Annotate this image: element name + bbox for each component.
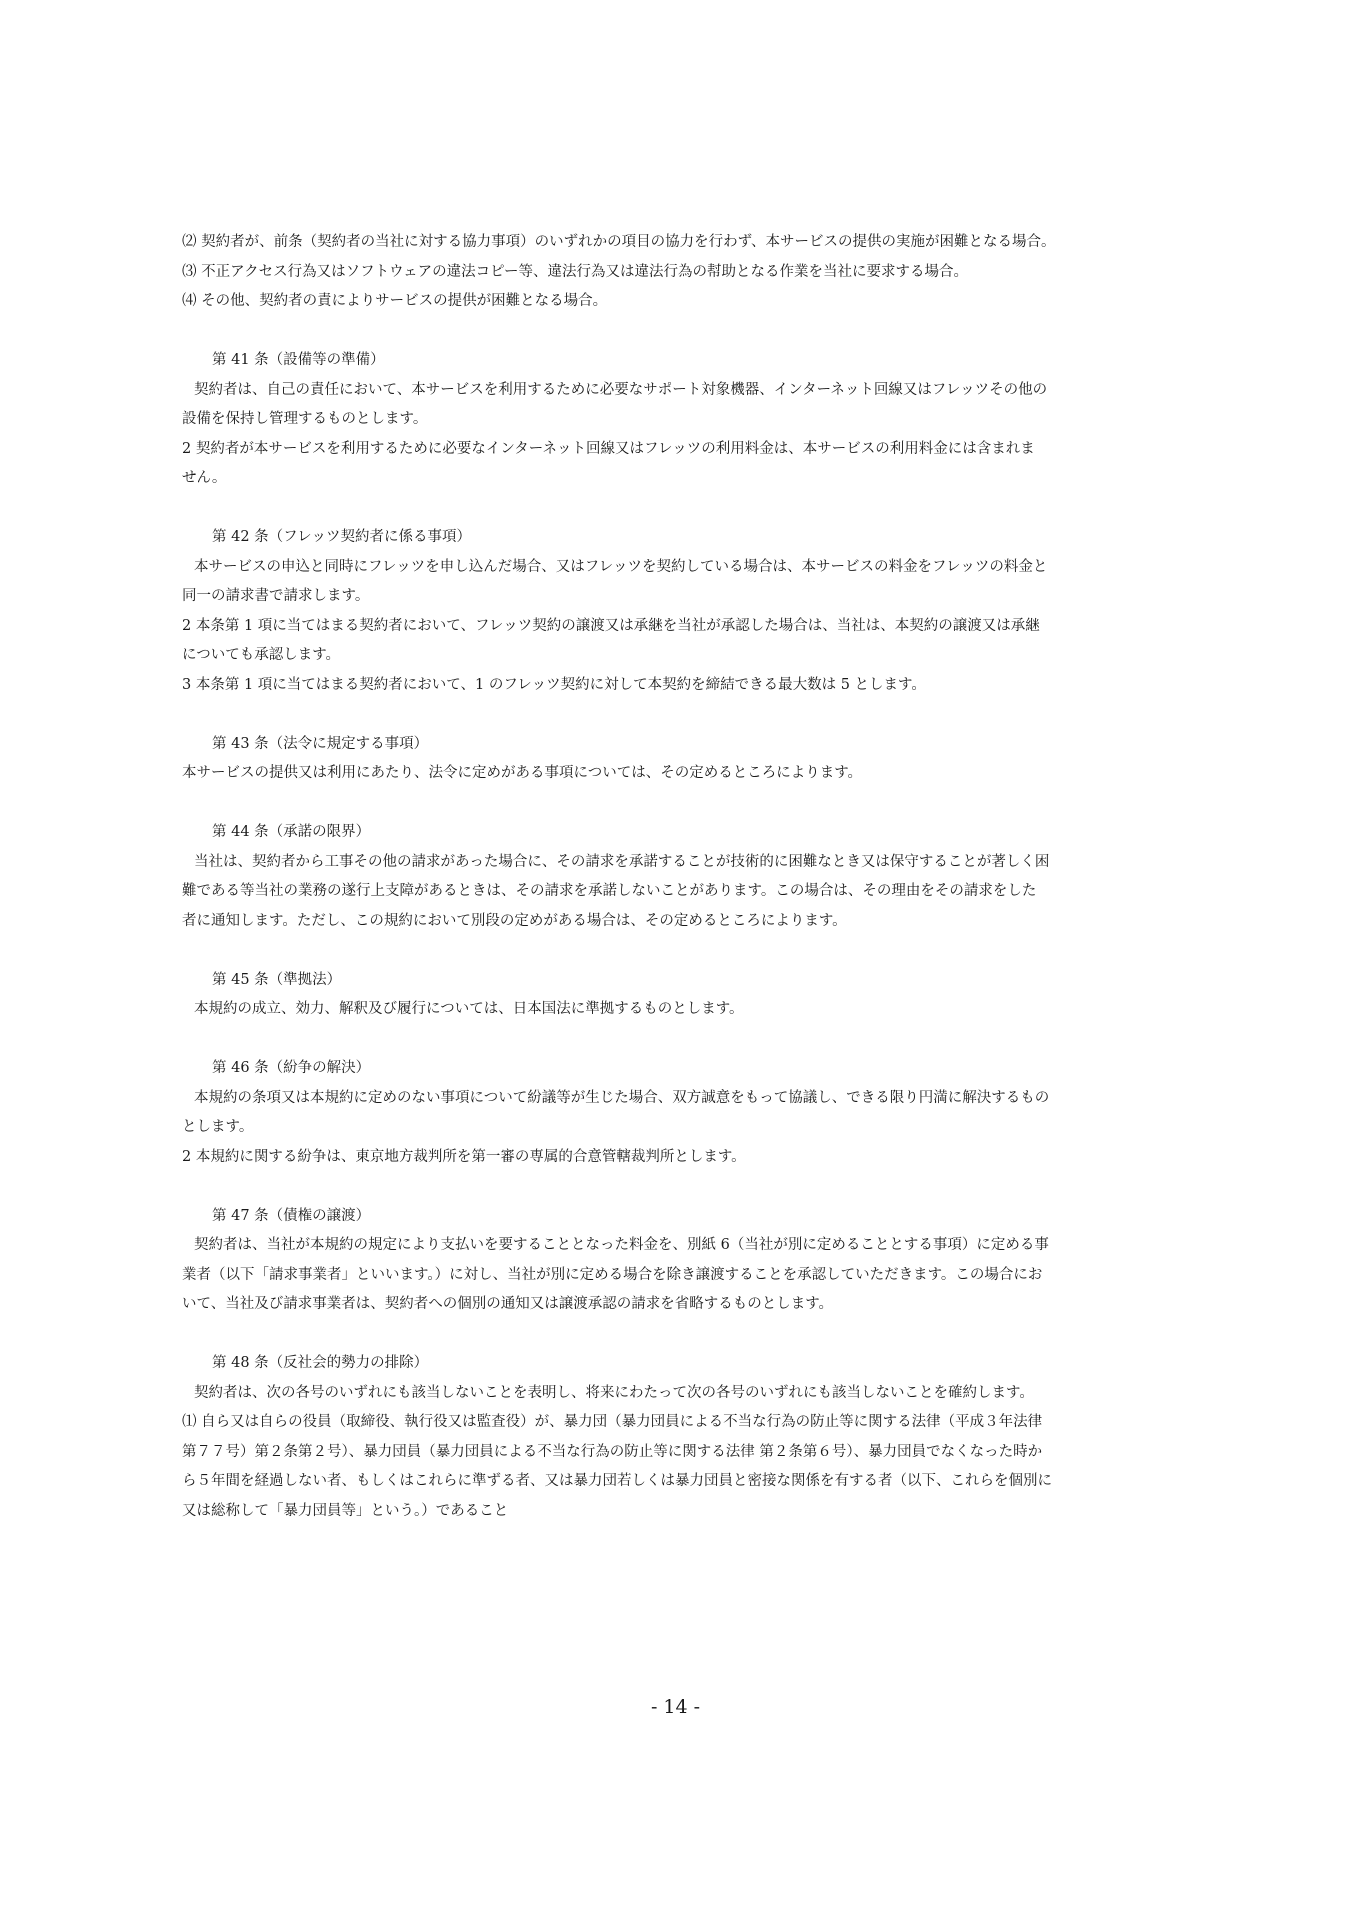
article-line: 本サービスの提供又は利用にあたり、法令に定めがある事項については、その定めるところによります。 [182, 765, 863, 781]
list-item: ⑶ 不正アクセス行為又はソフトウェアの違法コピー等、違法行為又は違法行為の幇助となる作業を当社に要求する場合。 [182, 263, 969, 280]
article-line: 当社は、契約者から工事その他の請求があった場合に、その請求を承諾することが技術的に困難なとき又は保守することが著しく困 [194, 853, 1050, 870]
article-line: 2 契約者が本サービスを利用するために必要なインターネット回線又はフレッツの利用料金は、本サービスの利用料金には含まれま [182, 440, 1035, 457]
article-line: 業者（以下「請求事業者」といいます。）に対し、当社が別に定める場合を除き譲渡することを承認していただきます。この場合にお [182, 1266, 1043, 1283]
article-43 [182, 730, 1157, 789]
article-line: 本サービスの申込と同時にフレッツを申し込んだ場合、又はフレッツを契約している場合は、本サービスの料金をフレッツの料金と [194, 558, 1048, 575]
article-heading: 第 41 条（設備等の準備） [212, 352, 385, 368]
article-line: ら５年間を経過しない者、もしくはこれらに準ずる者、又は暴力団若しくは暴力団員と密接な関係を有する者（以下、これらを個別に [182, 1473, 1052, 1489]
article-line: せん。 [182, 470, 227, 486]
article-line: とします。 [182, 1119, 254, 1135]
article-line: 又は総称して「暴力団員等」という。）であること [182, 1502, 509, 1519]
list-item: ⑷ その他、契約者の責によりサービスの提供が困難となる場合。 [182, 293, 608, 309]
article-44 [182, 818, 1157, 936]
page-number: - 14 - [650, 1696, 701, 1718]
article-47 [182, 1202, 1157, 1320]
article-42 [182, 523, 1157, 700]
article-heading: 第 46 条（紛争の解決） [212, 1060, 371, 1076]
article-line: 契約者は、当社が本規約の規定により支払いを要することとなった料金を、別紙 6（当社が別に定めることとする事項）に定める事 [194, 1237, 1049, 1253]
article-heading: 第 47 条（債権の譲渡） [212, 1207, 371, 1224]
list-item: ⑵ 契約者が、前条（契約者の当社に対する協力事項）のいずれかの項目の協力を行わず、本サービスの提供の実施が困難となる場合。 [182, 234, 1056, 250]
article-heading: 第 44 条（承諾の限界） [212, 824, 371, 840]
article-line: 2 本規約に関する紛争は、東京地方裁判所を第一審の専属的合意管轄裁判所とします。 [182, 1148, 746, 1165]
article-line: 同一の請求書で請求します。 [182, 588, 370, 604]
article-heading: 第 45 条（準拠法） [212, 971, 342, 988]
article-line: 第７７号）第２条第２号）、暴力団員（暴力団員による不当な行為の防止等に関する法律 第２条第６号）、暴力団員でなくなった時か [182, 1443, 1043, 1460]
article-line: についても承認します。 [182, 647, 341, 663]
article-45 [182, 966, 1157, 1025]
item-list-top [182, 228, 1157, 317]
article-line: 本規約の成立、効力、解釈及び履行については、日本国法に準拠するものとします。 [194, 1001, 744, 1017]
article-line: 設備を保持し管理するものとします。 [182, 411, 428, 427]
article-line: 2 本条第 1 項に当てはまる契約者において、フレッツ契約の譲渡又は承継を当社が承認した場合は、当社は、本契約の譲渡又は承継 [182, 617, 1040, 634]
article-line: ⑴ 自ら又は自らの役員（取締役、執行役又は監査役）が、暴力団（暴力団員による不当な行為の防止等に関する法律（平成３年法律 [182, 1414, 1043, 1430]
article-heading: 第 42 条（フレッツ契約者に係る事項） [212, 529, 471, 545]
article-line: 本規約の条項又は本規約に定めのない事項について紛議等が生じた場合、双方誠意をもって協議し、できる限り円満に解決するもの [194, 1089, 1050, 1106]
article-line: 契約者は、次の各号のいずれにも該当しないことを表明し、将来にわたって次の各号のいずれにも該当しないことを確約します。 [194, 1384, 1034, 1401]
article-line: 難である等当社の業務の遂行上支障があるときは、その請求を承諾しないことがあります。この場合は、その理由をその請求をした [182, 883, 1037, 899]
article-line: 契約者は、自己の責任において、本サービスを利用するために必要なサポート対象機器、インターネット回線又はフレッツその他の [194, 381, 1048, 398]
article-41 [182, 346, 1157, 494]
article-48 [182, 1349, 1157, 1526]
article-line: 者に通知します。ただし、この規約において別段の定めがある場合は、その定めるところによります。 [182, 912, 847, 929]
document-body [182, 228, 1157, 1526]
article-line: いて、当社及び請求事業者は、契約者への個別の通知又は譲渡承認の請求を省略するものとします。 [182, 1296, 834, 1312]
article-heading: 第 48 条（反社会的勢力の排除） [212, 1355, 429, 1371]
article-line: 3 本条第 1 項に当てはまる契約者において、1 のフレッツ契約に対して本契約を締結できる最大数は 5 とします。 [182, 676, 926, 693]
article-46 [182, 1054, 1157, 1172]
article-heading: 第 43 条（法令に規定する事項） [212, 735, 429, 752]
